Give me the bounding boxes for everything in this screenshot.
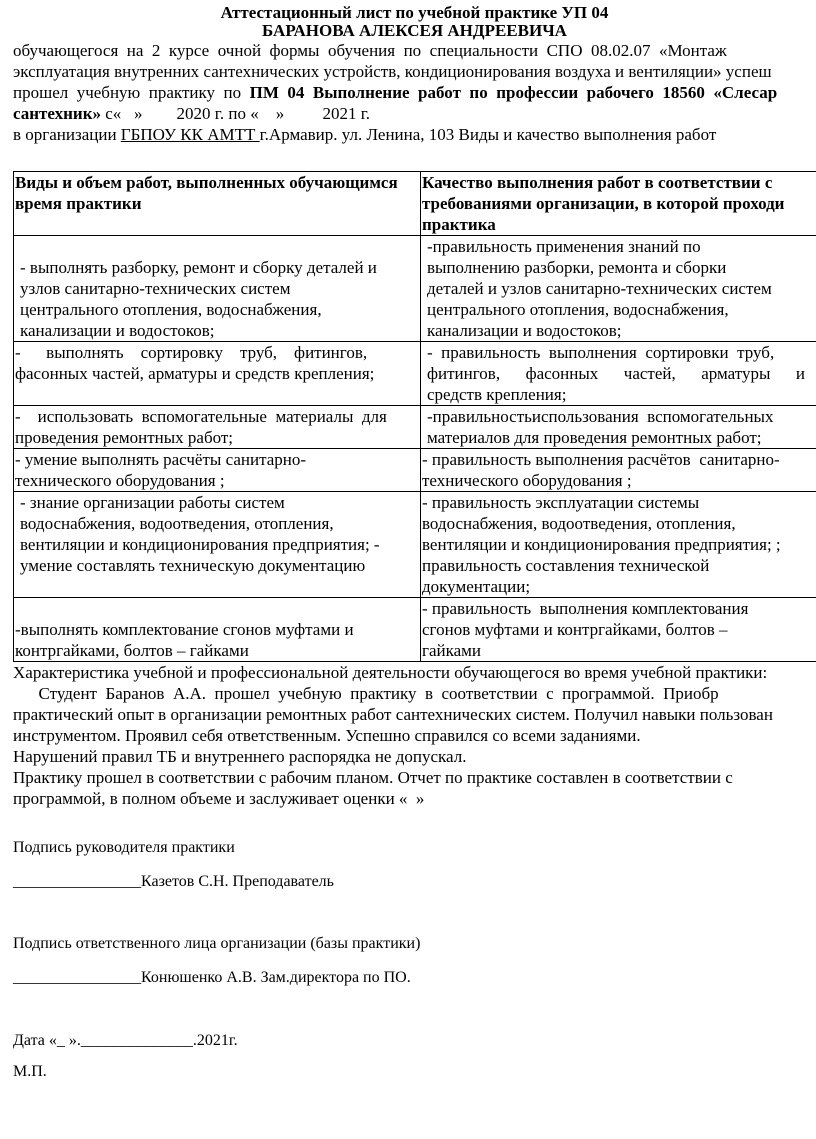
table-cell-work <box>14 449 421 492</box>
intro-line-3 <box>13 82 816 103</box>
cell-line: узлов санитарно-технических систем <box>20 279 291 298</box>
table-cell-quality <box>421 449 816 492</box>
cell-line: - использовать вспомогательные материалы для <box>15 407 387 426</box>
table-row <box>14 406 816 449</box>
cell-line: канализации и водостоков; <box>427 321 622 340</box>
stamp-place: М.П. <box>13 1063 47 1080</box>
header-col-works-line: Виды и объем работ, выполненных обучающимся <box>15 173 398 192</box>
cell-line: умение составлять техническую документацию <box>20 556 366 575</box>
org-signature-label: Подпись ответственного лица организации (базы практики) <box>13 935 421 952</box>
cell-line: документации; <box>422 577 531 596</box>
intro-paragraph <box>13 40 816 145</box>
cell-line: контргайками, болтов – гайками <box>15 641 249 660</box>
table-cell-quality <box>421 236 816 342</box>
supervisor-signature-line: ________________Казетов С.Н. Преподаватель <box>13 873 334 890</box>
table-cell-work <box>14 406 421 449</box>
table-cell-work <box>14 342 421 406</box>
cell-line: -правильность применения знаний по <box>427 237 701 256</box>
header-col-quality-line: требованиями организации, в которой проходи <box>422 194 785 213</box>
header-col-quality <box>421 172 816 236</box>
header-col-works <box>14 172 421 236</box>
intro-line-4 <box>13 103 816 124</box>
organization-address: г.Армавир. ул. Ленина, 103 Виды и качество выполнения работ <box>259 125 717 144</box>
cell-line: технического оборудования ; <box>15 471 225 490</box>
table-row <box>14 449 816 492</box>
table-row <box>14 236 816 342</box>
cell-line: сгонов муфтами и контргайками, болтов – <box>422 620 728 639</box>
signatures-section <box>13 837 816 1082</box>
table-cell-quality <box>421 406 816 449</box>
org-signature-line: ________________Конюшенко А.В. Зам.директора по ПО. <box>13 969 411 986</box>
characteristic-section <box>13 662 816 809</box>
header-col-works-line: время практики <box>15 194 142 213</box>
date-line: Дата «_ ».______________.2021г. <box>13 1032 238 1049</box>
table-row <box>14 598 816 662</box>
cell-line: фитингов, фасонных частей, арматуры и <box>427 364 806 383</box>
cell-line: водоснабжения, водоотведения, отопления, <box>20 514 334 533</box>
cell-line: средств крепления; <box>427 385 567 404</box>
cell-line: - выполнять сортировку труб, фитингов, <box>15 343 368 362</box>
work-table <box>13 171 816 662</box>
practice-dates: с« » 2020 г. по « » 2021 г. <box>101 104 371 123</box>
header-col-quality-line: практика <box>422 215 496 234</box>
cell-line: вентиляции и кондиционирования предприятия; ; <box>422 535 781 554</box>
intro-line-2: эксплуатация внутренних сантехнических устройств, кондиционирования воздуха и вентиляции» успеш <box>13 62 772 81</box>
characteristic-line: Студент Баранов А.А. прошел учебную практику в соответствии с программой. Приобр <box>13 684 719 703</box>
cell-line: материалов для проведения ремонтных работ; <box>427 428 762 447</box>
characteristic-line: Нарушений правил ТБ и внутреннего распорядка не допускал. <box>13 747 467 766</box>
table-cell-work <box>14 598 421 662</box>
table-row <box>14 492 816 598</box>
header-col-quality-line: Качество выполнения работ в соответствии с <box>422 173 773 192</box>
table-cell-work <box>14 236 421 342</box>
organization-name: ГБПОУ КК АМТТ <box>120 125 260 144</box>
table-header-row <box>14 172 816 236</box>
cell-line: - правильность выполнения расчётов санитарно- <box>422 450 780 469</box>
cell-line: центрального отопления, водоснабжения, <box>20 300 322 319</box>
cell-line: правильность составления технической <box>422 556 710 575</box>
intro-line-5 <box>13 124 816 145</box>
intro-line-3-start: прошел учебную практику по <box>13 83 250 102</box>
cell-line: вентиляции и кондиционирования предприятия; - <box>20 535 380 554</box>
supervisor-signature-label: Подпись руководителя практики <box>13 839 235 856</box>
characteristic-line: инструментом. Проявил себя ответственным. Успешно справился со всеми заданиями. <box>13 726 641 745</box>
module-name: ПМ 04 Выполнение работ по профессии рабочего 18560 «Слесар <box>249 83 778 102</box>
cell-line: - правильность выполнения сортировки труб, <box>427 343 775 362</box>
cell-line: деталей и узлов санитарно-технических систем <box>427 279 772 298</box>
table-cell-quality <box>421 492 816 598</box>
cell-line: - знание организации работы систем <box>20 493 285 512</box>
table-cell-quality <box>421 342 816 406</box>
cell-line: фасонных частей, арматуры и средств крепления; <box>15 364 375 383</box>
table-row <box>14 342 816 406</box>
cell-line: - правильность выполнения комплектования <box>422 599 749 618</box>
table-cell-quality <box>421 598 816 662</box>
cell-line: - выполнять разборку, ремонт и сборку деталей и <box>20 258 377 277</box>
characteristic-line: практический опыт в организации ремонтных работ сантехнических систем. Получил навыки пользован <box>13 705 773 724</box>
cell-line: гайками <box>422 641 482 660</box>
student-name: БАРАНОВА АЛЕКСЕЯ АНДРЕЕВИЧА <box>262 21 567 40</box>
cell-line: проведения ремонтных работ; <box>15 428 234 447</box>
cell-line: водоснабжения, водоотведения, отопления, <box>422 514 736 533</box>
characteristic-line: программой, в полном объеме и заслуживает оценки « » <box>13 789 425 808</box>
characteristic-heading: Характеристика учебной и профессиональной деятельности обучающегося во время учебной практики: <box>13 663 768 682</box>
document-title: Аттестационный лист по учебной практике УП 04 <box>220 3 609 22</box>
characteristic-line: Практику прошел в соответствии с рабочим планом. Отчет по практике составлен в соответствии с <box>13 768 733 787</box>
cell-line: - правильность эксплуатации системы <box>422 493 700 512</box>
table-cell-work <box>14 492 421 598</box>
cell-line: центрального отопления, водоснабжения, <box>427 300 729 319</box>
intro-line-5-start: в организации <box>13 125 121 144</box>
cell-line: - умение выполнять расчёты санитарно- <box>15 450 307 469</box>
document-page <box>13 0 816 1082</box>
module-name-end: сантехник» <box>13 104 101 123</box>
cell-line: -выполнять комплектование сгонов муфтами и <box>15 620 354 639</box>
cell-line: -правильностьиспользования вспомогательных <box>427 407 774 426</box>
intro-line-1: обучающегося на 2 курсе очной формы обучения по специальности СПО 08.02.07 «Монтаж <box>13 41 727 60</box>
cell-line: технического оборудования ; <box>422 471 632 490</box>
cell-line: выполнению разборки, ремонта и сборки <box>427 258 727 277</box>
cell-line: канализации и водостоков; <box>20 321 215 340</box>
